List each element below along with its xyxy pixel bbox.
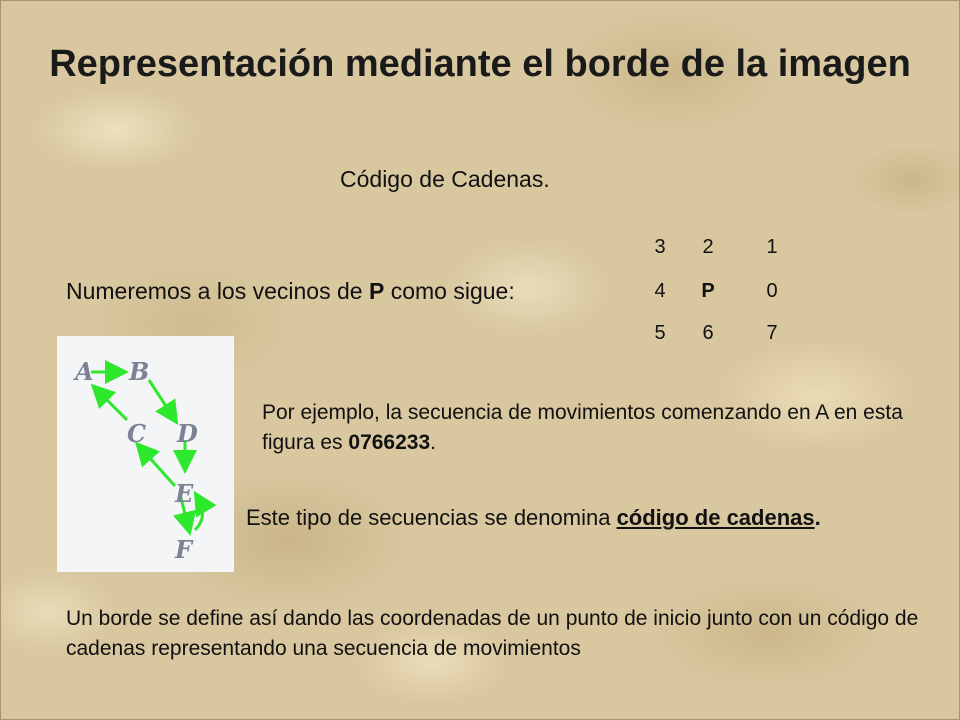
grid-cell: 0 bbox=[766, 280, 778, 302]
grid-cell: 4 bbox=[654, 280, 666, 302]
example-text-after: . bbox=[430, 431, 436, 454]
chain-code-diagram bbox=[57, 336, 234, 572]
example-code: 0766233 bbox=[348, 431, 431, 454]
arrow-e-c bbox=[139, 446, 175, 486]
lead-text-p: P bbox=[368, 278, 385, 304]
node-label-e: E bbox=[175, 479, 194, 508]
lead-text-before: Numeremos a los vecinos de bbox=[66, 278, 369, 304]
lead-text-after: como sigue: bbox=[384, 278, 515, 304]
section-subtitle: Código de Cadenas. bbox=[340, 166, 550, 192]
node-label-d: D bbox=[177, 419, 198, 448]
definition-text bbox=[246, 505, 821, 531]
example-text-before: Por ejemplo, la secuencia de movimientos comenzando en A en esta figura es bbox=[262, 401, 903, 454]
node-label-f: F bbox=[175, 535, 193, 564]
node-label-b: B bbox=[129, 357, 150, 386]
grid-cell: 1 bbox=[766, 236, 778, 258]
arrow-f-e bbox=[195, 496, 203, 530]
definition-text-after: . bbox=[814, 505, 821, 530]
chain-code-term: código de cadenas bbox=[616, 505, 815, 530]
footer-text: Un borde se define así dando las coordenadas de un punto de inicio junto con un código de cadenas representando una secuencia de movimientos bbox=[66, 607, 919, 660]
neighbor-intro-text bbox=[66, 278, 515, 305]
grid-cell: 3 bbox=[654, 236, 666, 258]
slide-title: Representación mediante el borde de la imagen bbox=[49, 43, 911, 85]
arrow-c-a bbox=[95, 388, 127, 420]
grid-cell: 7 bbox=[766, 322, 778, 344]
arrow-b-d bbox=[149, 380, 175, 420]
chain-code-figure bbox=[57, 336, 234, 572]
node-label-c: C bbox=[127, 419, 147, 448]
grid-cell-p: P bbox=[701, 280, 715, 302]
grid-cell: 6 bbox=[702, 322, 714, 344]
node-label-a: A bbox=[75, 357, 94, 386]
example-text bbox=[262, 398, 942, 458]
grid-cell: 5 bbox=[654, 322, 666, 344]
chain-node-labels bbox=[73, 357, 198, 564]
definition-text-before: Este tipo de secuencias se denomina bbox=[246, 505, 617, 530]
grid-cell: 2 bbox=[702, 236, 714, 258]
